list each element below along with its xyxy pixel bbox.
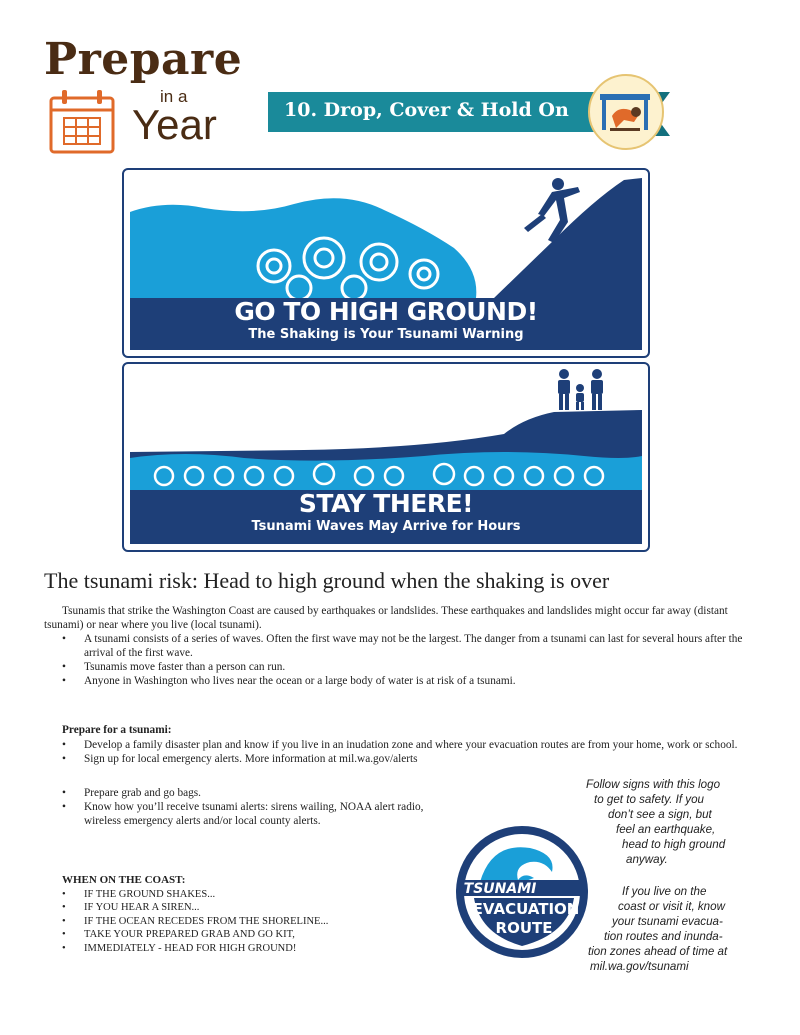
list-item: • IF THE GROUND SHAKES... xyxy=(44,888,444,901)
family-icon xyxy=(558,369,603,410)
coast-list xyxy=(44,888,444,955)
list-item: • IF YOU HEAR A SIREN... xyxy=(44,901,444,914)
list-item: • IMMEDIATELY - HEAD FOR HIGH GROUND! xyxy=(44,942,444,955)
side-note-line: tion routes and inunda- xyxy=(604,930,723,943)
list-item: • Prepare grab and go bags. xyxy=(44,786,444,800)
section-heading: The tsunami risk: Head to high ground when the shaking is over xyxy=(44,568,610,593)
side-note-line: feel an earthquake, xyxy=(616,823,716,836)
panel-headline: GO TO HIGH GROUND! xyxy=(234,297,538,326)
sign-word-tsunami: TSUNAMI xyxy=(463,881,537,897)
side-note-line: head to high ground xyxy=(622,838,726,851)
side-note-line: tion zones ahead of time at xyxy=(588,945,728,958)
panel-caption-band xyxy=(130,490,642,544)
panel-subline: Tsunami Waves May Arrive for Hours xyxy=(251,519,521,534)
coast-heading: WHEN ON THE COAST: xyxy=(62,874,186,886)
side-note-line: don’t see a sign, but xyxy=(608,808,712,821)
sign-word-route: ROUTE xyxy=(495,919,553,937)
side-note-line: coast or visit it, know xyxy=(618,900,725,913)
list-item: • Tsunamis move faster than a person can run. xyxy=(44,660,756,674)
side-note-line: to get to safety. If you xyxy=(594,793,704,806)
logo-word-prepare: Prepare xyxy=(44,34,243,85)
banner-title: 10. Drop, Cover & Hold On xyxy=(284,99,569,121)
calendar-icon xyxy=(46,86,118,156)
illustration-go-to-high-ground xyxy=(122,168,650,358)
logo-word-in-a: in a xyxy=(160,87,188,106)
drop-cover-hold-icon xyxy=(586,72,666,152)
list-item: • Sign up for local emergency alerts. More information at mil.wa.gov/alerts xyxy=(44,752,756,766)
side-note-line: anyway. xyxy=(626,853,668,866)
prepare-heading: Prepare for a tsunami: xyxy=(62,724,172,736)
prepare-list xyxy=(44,738,756,766)
panel-subline: The Shaking is Your Tsunami Warning xyxy=(248,327,524,342)
list-item: • Know how you’ll receive tsunami alerts: sirens wailing, NOAA alert radio, wireless emergency alerts and/or local county alerts. xyxy=(44,800,444,828)
panel-headline: STAY THERE! xyxy=(298,489,474,518)
list-item: • IF THE OCEAN RECEDES FROM THE SHORELINE... xyxy=(44,915,444,928)
list-item: • Develop a family disaster plan and know if you live in an inudation zone and where your evacuation routes are from your home, work or school. xyxy=(44,738,756,752)
logo-word-year: Year xyxy=(132,101,217,148)
side-note-line: If you live on the xyxy=(622,885,707,898)
list-item: • TAKE YOUR PREPARED GRAB AND GO KIT, xyxy=(44,928,444,941)
tsunami-evacuation-route-sign xyxy=(452,822,592,962)
sign-word-evacuation: EVACUATION xyxy=(472,900,580,918)
list-item: • A tsunami consists of a series of waves. Often the first wave may not be the largest. The danger from a tsunami can last for several hours after the arrival of the first wave. xyxy=(44,632,756,660)
side-note-line: Follow signs with this logo xyxy=(586,778,721,791)
risk-list xyxy=(44,632,756,688)
side-note-line: your tsunami evacua- xyxy=(612,915,723,928)
illustration-stay-there xyxy=(122,362,650,552)
side-note-line: mil.wa.gov/tsunami xyxy=(590,960,689,973)
list-item: • Anyone in Washington who lives near the ocean or a large body of water is at risk of a tsunami. xyxy=(44,674,756,688)
panel-caption-band xyxy=(130,298,642,350)
intro-paragraph: Tsunamis that strike the Washington Coast are caused by earthquakes or landslides. These earthquakes and landslides might occur far away (distant tsunami) or near where you live (local tsunami). xyxy=(44,605,728,631)
prepare-list-continued xyxy=(44,786,444,828)
